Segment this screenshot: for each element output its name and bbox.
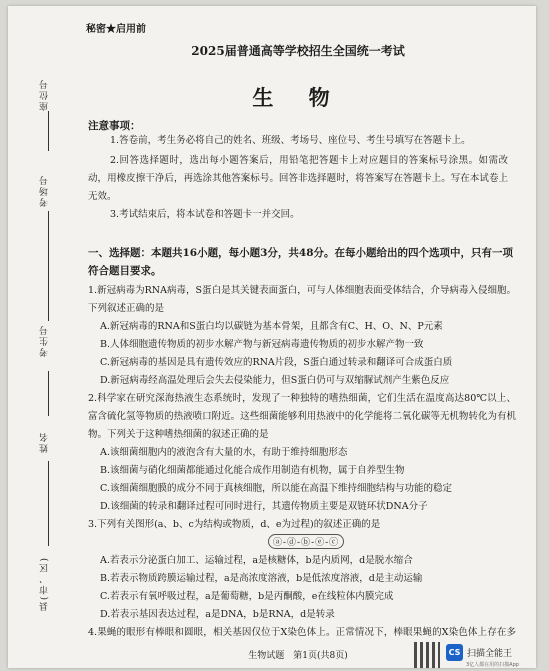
question-3-option-a: A.若表示分泌蛋白加工、运输过程，a是核糖体，b是内质网，d是脱水缩合 xyxy=(100,555,413,566)
binding-margin xyxy=(8,6,78,668)
binding-label-exam-no: 考场号 xyxy=(40,174,50,207)
camscanner-logo-icon: CS xyxy=(446,644,463,661)
binding-label-student-no: 考生号 xyxy=(40,324,50,357)
binding-line xyxy=(48,111,49,151)
question-2-stem: 2.科学家在研究深海热液生态系统时，发现了一种独特的嗜热细菌，它们生活在温度高达80℃以上、富含硫化氢等物质的热液喷口附近。这些细菌能够利用热液中的化学能将二氧化碳等无机物转化为有机物。下列关于这种嗜热细菌的叙述正确的是 xyxy=(88,393,516,440)
question-3-option-d: D.若表示基因表达过程，a是DNA，b是RNA，d是转录 xyxy=(100,609,335,620)
binding-label-seat: 座位号 xyxy=(40,78,50,111)
scanner-watermark xyxy=(446,644,512,661)
question-1-stem: 1.新冠病毒为RNA病毒，S蛋白是其关键表面蛋白，可与人体细胞表面受体结合，介导病毒入侵细胞。下列叙述正确的是 xyxy=(88,285,516,314)
section-heading: 一、选择题：本题共16小题，每小题3分，共48分。在每小题给出的四个选项中，只有一项符合题目要求。 xyxy=(88,247,514,277)
question-2-option-b: B.该细菌与硝化细菌都能通过化能合成作用制造有机物，属于自养型生物 xyxy=(100,465,405,476)
qr-code-icon xyxy=(414,642,440,668)
binding-line xyxy=(48,461,49,546)
notes-heading: 注意事项： xyxy=(88,120,141,132)
question-2-option-d: D.该细菌的转录和翻译过程可同时进行，其遗传物质主要是双链环状DNA分子 xyxy=(100,501,428,512)
question-1-option-c: C.新冠病毒的基因是具有遗传效应的RNA片段，S蛋白通过转录和翻译可合成蛋白质 xyxy=(100,357,453,368)
question-1-option-a: A.新冠病毒的RNA和S蛋白均以碳链为基本骨架，且都含有C、H、O、N、P元素 xyxy=(100,321,443,332)
question-3-option-b: B.若表示物质跨膜运输过程，a是高浓度溶液，b是低浓度溶液，d是主动运输 xyxy=(100,573,423,584)
question-3-option-c: C.若表示有氧呼吸过程，a是葡萄糖，b是丙酮酸，e在线粒体内膜完成 xyxy=(100,591,394,602)
exam-title: 2025届普通高等学校招生全国统一考试 xyxy=(191,44,405,58)
scanner-tagline: 3亿人都在用的扫描App xyxy=(466,662,519,668)
question-4-stem: 4.果蝇的眼形有棒眼和圆眼，相关基因仅位于X染色体上。正常情况下，棒眼果蝇的X染色体上存在多 xyxy=(88,627,516,638)
question-1-option-d: D.新冠病毒经高温处理后会失去侵染能力，但S蛋白仍可与双缩脲试剂产生紫色反应 xyxy=(100,375,450,386)
question-2-option-c: C.该细菌细胞膜的成分不同于真核细胞，所以能在高温下维持细胞结构与功能的稳定 xyxy=(100,483,452,494)
scanner-app-name: 扫描全能王 xyxy=(467,649,513,659)
note-item: 2.回答选择题时，选出每小题答案后，用铅笔把答题卡上对应题目的答案标号涂黑。如需改动，用橡皮擦干净后，再选涂其他答案标号。回答非选择题时，将答案写在答题卡上。写在本试卷上无效。 xyxy=(88,155,508,202)
binding-line xyxy=(48,211,49,321)
question-2-option-a: A.该细菌细胞内的液泡含有大量的水，有助于维持细胞形态 xyxy=(100,447,348,458)
note-item: 1.答卷前，考生务必将自己的姓名、班级、考场号、座位号、考生号填写在答题卡上。 xyxy=(110,135,471,146)
binding-label-county: 县(市、区) xyxy=(40,556,50,612)
question-1-option-b: B.人体细胞遗传物质的初步水解产物与新冠病毒遗传物质的初步水解产物一致 xyxy=(100,339,424,350)
secret-tag: 秘密★启用前 xyxy=(86,24,146,35)
page-footer: 生物试题 第1页(共8页) xyxy=(248,651,348,661)
note-item: 3.考试结束后，将本试卷和答题卡一并交回。 xyxy=(110,209,300,220)
binding-label-name: 姓名 xyxy=(40,431,50,453)
question-3-diagram: ⓐ-ⓓ-ⓑ-ⓔ-ⓒ xyxy=(268,534,344,549)
exam-paper xyxy=(8,6,536,668)
binding-line xyxy=(48,371,49,416)
question-3-stem: 3.下列有关图形(a、b、c为结构或物质，d、e为过程)的叙述正确的是 xyxy=(88,519,381,530)
subject-title: 生 物 xyxy=(252,85,344,110)
